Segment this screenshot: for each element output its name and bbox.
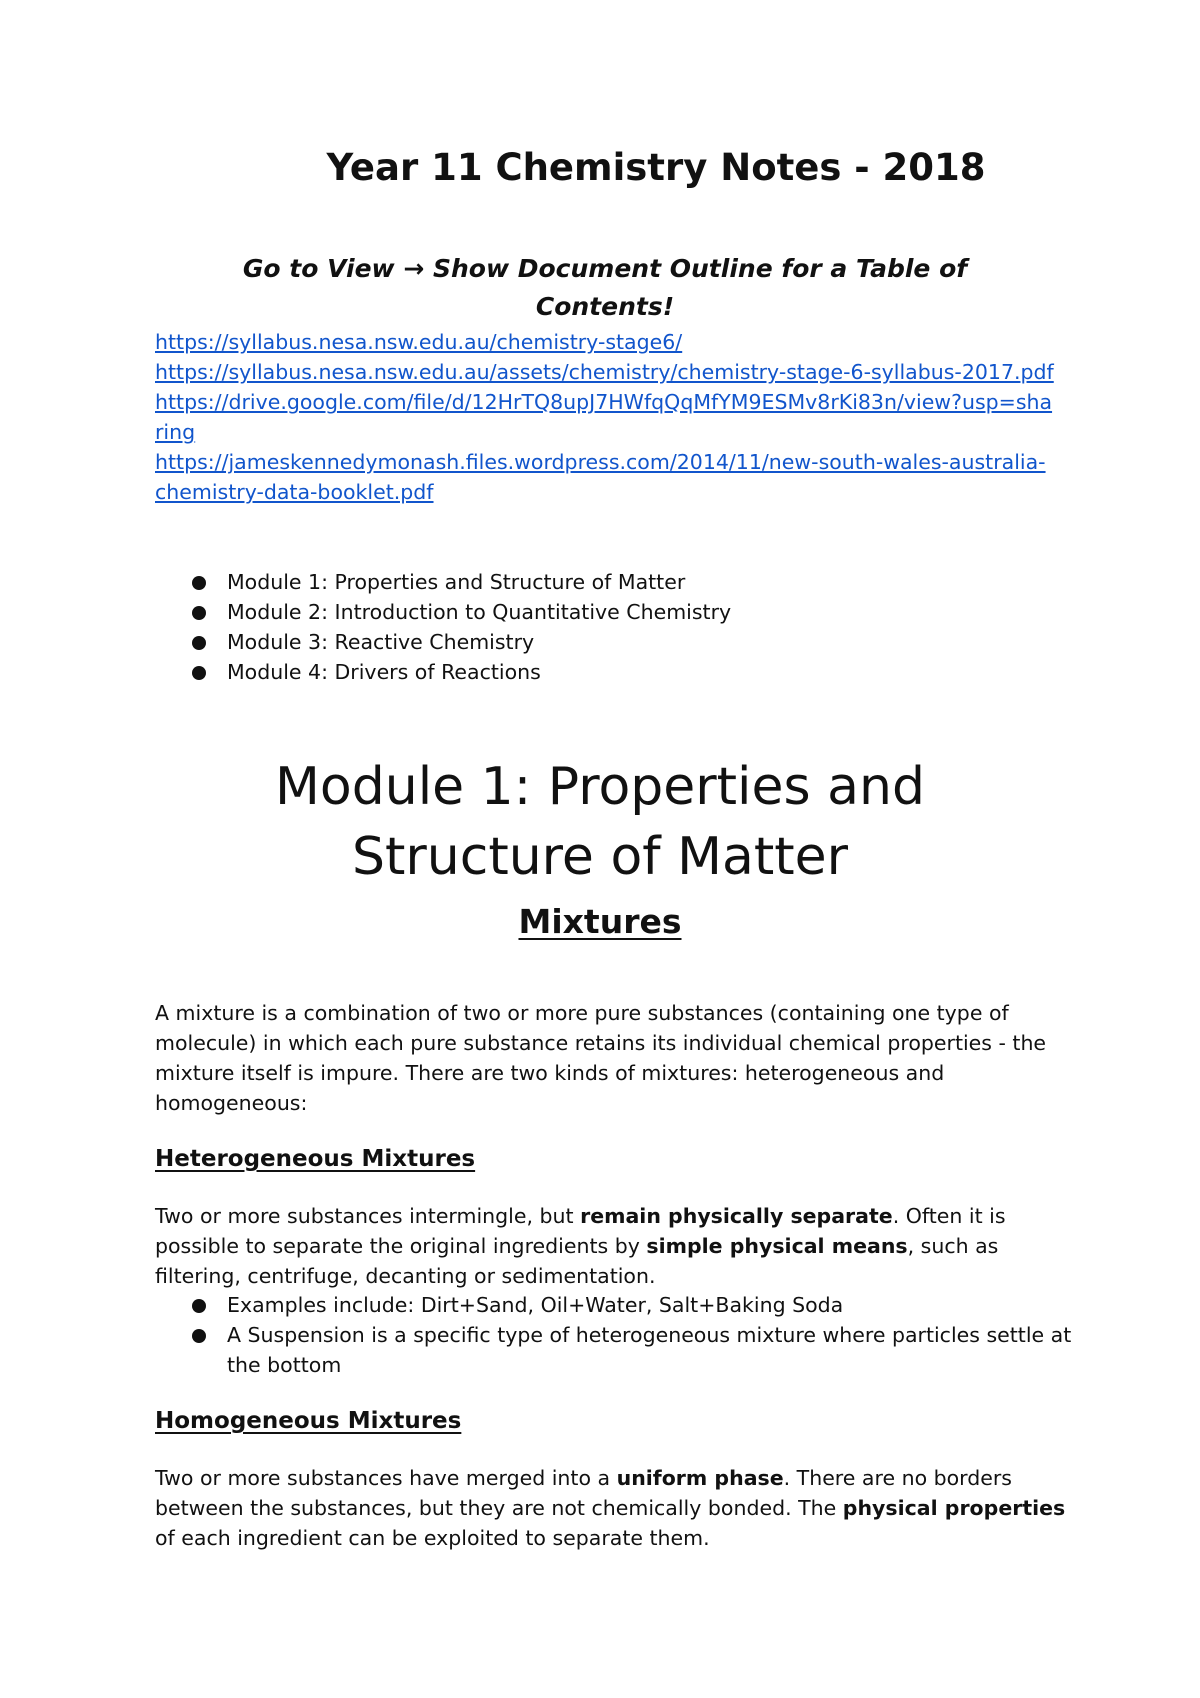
bullet-icon — [192, 576, 206, 590]
link-syllabus-page[interactable]: https://syllabus.nesa.nsw.edu.au/chemistry-stage6/ — [155, 330, 683, 354]
list-item: Module 1: Properties and Structure of Matter — [155, 567, 1055, 597]
bullet-icon — [192, 666, 206, 680]
document-title: Year 11 Chemistry Notes - 2018 — [326, 146, 986, 189]
mixtures-heading: Mixtures — [518, 902, 682, 941]
module-list — [155, 567, 1055, 687]
link-syllabus-pdf[interactable]: https://syllabus.nesa.nsw.edu.au/assets/chemistry/chemistry-stage-6-syllabus-2017.pdf — [155, 360, 1054, 384]
bullet-icon — [192, 636, 206, 650]
list-item: Module 3: Reactive Chemistry — [155, 627, 1055, 657]
list-item: Examples include: Dirt+Sand, Oil+Water, Salt+Baking Soda — [155, 1290, 1075, 1320]
link-data-booklet[interactable]: https://jameskennedymonash.files.wordpress.com/2014/11/new-south-wales-australia-chemistry-data-booklet.pdf — [155, 450, 1046, 504]
homogeneous-heading: Homogeneous Mixtures — [155, 1408, 462, 1434]
list-item: Module 4: Drivers of Reactions — [155, 657, 1055, 687]
list-item: Module 2: Introduction to Quantitative Chemistry — [155, 597, 1055, 627]
list-item: A Suspension is a specific type of heterogeneous mixture where particles settle at the bottom — [155, 1320, 1075, 1380]
module-1-heading: Module 1: Properties and Structure of Matter — [275, 757, 925, 887]
heterogeneous-paragraph: Two or more substances intermingle, but remain physically separate. Often it is possible to separate the original ingredients by simple physical means, such as filtering, centrifuge, decanting or sedimentation. — [155, 1204, 1006, 1288]
bullet-icon — [192, 1299, 206, 1313]
heterogeneous-heading: Heterogeneous Mixtures — [155, 1146, 476, 1172]
reference-links — [155, 327, 1055, 507]
heterogeneous-bullets — [155, 1290, 1075, 1380]
homogeneous-paragraph: Two or more substances have merged into a uniform phase. There are no borders between the substances, but they are not chemically bonded. The physical properties of each ingredient can be exploited to separate them. — [155, 1466, 1066, 1550]
bullet-icon — [192, 606, 206, 620]
link-google-drive[interactable]: https://drive.google.com/file/d/12HrTQ8upJ7HWfqQqMfYM9ESMv8rKi83n/view?usp=sharing — [155, 390, 1053, 444]
bullet-icon — [192, 1329, 206, 1343]
mixtures-intro-paragraph: A mixture is a combination of two or more pure substances (containing one type of molecule) in which each pure substance retains its individual chemical properties - the mixture itself is impure. There are two kinds of mixtures: heterogeneous and homogeneous: — [155, 1001, 1047, 1115]
table-of-contents-hint: Go to View → Show Document Outline for a Table of Contents! — [242, 254, 968, 321]
